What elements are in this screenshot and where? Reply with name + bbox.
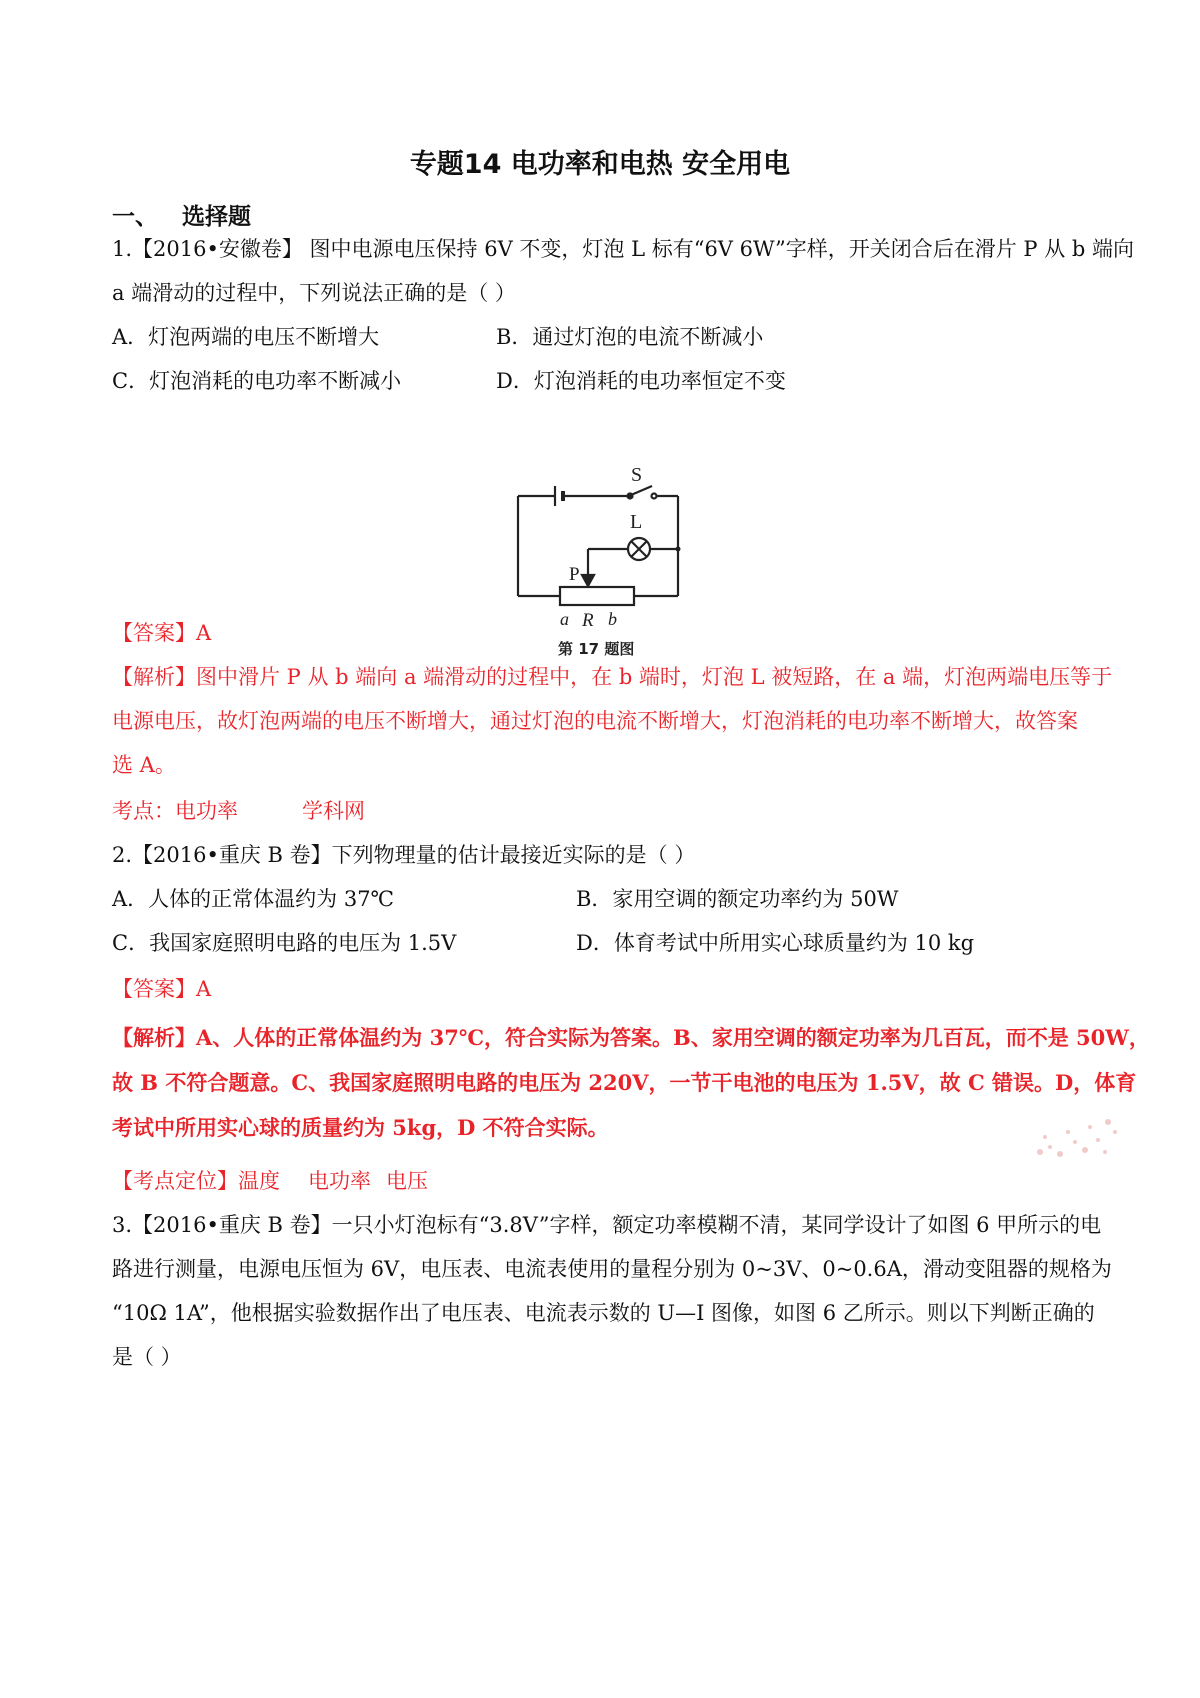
q2-option-c: C．我国家庭照明电路的电压为 1.5V — [112, 931, 457, 955]
q2-kaodian-item-1: 温度 — [238, 1169, 280, 1193]
circuit-diagram — [508, 456, 708, 656]
q1-option-a: A．灯泡两端的电压不断增大 — [112, 325, 380, 349]
switch-blade — [631, 486, 652, 495]
q1-stem-line-2: a 端滑动的过程中，下列说法正确的是（ ） — [112, 281, 516, 305]
q2-analysis-line-1: 【解析】A、人体的正常体温约为 37℃，符合实际为答案。B、家用空调的额定功率为几百瓦，而不是 50W， — [112, 1025, 1150, 1050]
resistor-body — [560, 587, 634, 605]
section-label: 选择题 — [182, 204, 251, 230]
slider-label: P — [569, 564, 580, 585]
section-number: 一、 — [112, 204, 158, 230]
q1-option-d: D．灯泡消耗的电功率恒定不变 — [496, 369, 786, 393]
q2-kaodian — [112, 1166, 428, 1196]
q2-option-a: A．人体的正常体温约为 37℃ — [112, 887, 395, 911]
section-heading — [112, 198, 251, 231]
switch-label: S — [631, 464, 643, 486]
q1-kaodian — [112, 796, 365, 826]
q2-kaodian-item-3: 电压 — [386, 1169, 428, 1193]
q1-analysis-line-2: 电源电压，故灯泡两端的电压不断增大，通过灯泡的电流不断增大，灯泡消耗的电功率不断增大，故答案 — [112, 709, 1078, 733]
page-title: 专题14 电功率和电热 安全用电 — [409, 149, 791, 180]
q3-stem-line-2: 路进行测量，电源电压恒为 6V，电压表、电流表使用的量程分别为 0~3V、0~0.6A，滑动变阻器的规格为 — [112, 1257, 1112, 1281]
junction-dot — [676, 547, 681, 552]
q2-option-b: B．家用空调的额定功率约为 50W — [576, 887, 899, 911]
end-b-label: b — [608, 609, 617, 629]
slider-arrow — [582, 575, 594, 586]
q1-option-b: B．通过灯泡的电流不断减小 — [496, 325, 764, 349]
q1-stem-line-1: 1.【2016•安徽卷】 图中电源电压保持 6V 不变，灯泡 L 标有“6V 6W”字样，开关闭合后在滑片 P 从 b 端向 — [112, 237, 1134, 261]
q3-stem-line-3: “10Ω 1A”，他根据实验数据作出了电压表、电流表示数的 U—I 图像，如图 6 乙所示。则以下判断正确的 — [112, 1301, 1095, 1325]
q2-answer: 【答案】A — [112, 977, 212, 1001]
lamp-label: L — [630, 511, 643, 533]
watermark-graphic — [1020, 1092, 1130, 1182]
q2-kaodian-tag: 【考点定位】 — [112, 1169, 238, 1193]
q1-analysis-line-1: 【解析】图中滑片 P 从 b 端向 a 端滑动的过程中，在 b 端时，灯泡 L 被短路，在 a 端，灯泡两端电压等于 — [112, 665, 1113, 689]
q2-kaodian-item-2: 电功率 — [308, 1169, 371, 1193]
q1-option-c: C．灯泡消耗的电功率不断减小 — [112, 369, 402, 393]
q3-stem-line-4: 是（ ） — [112, 1345, 182, 1369]
figure-caption: 第 17 题图 — [558, 640, 635, 656]
q3-stem-line-1: 3.【2016•重庆 B 卷】一只小灯泡标有“3.8V”字样，额定功率模糊不清，某同学设计了如图 6 甲所示的电 — [112, 1213, 1102, 1237]
q2-analysis-line-3: 考试中所用实心球的质量约为 5kg，D 不符合实际。 — [112, 1115, 609, 1140]
circuit-figure — [508, 456, 708, 656]
q2-analysis-line-2: 故 B 不符合题意。C、我国家庭照明电路的电压为 220V，一节干电池的电压为 1.5V，故 C 错误。D，体育 — [112, 1070, 1137, 1095]
resistor-label: R — [582, 610, 594, 631]
watermark-stamp — [1020, 1092, 1130, 1182]
q1-analysis-line-3: 选 A。 — [112, 753, 176, 777]
q2-stem: 2.【2016•重庆 B 卷】下列物理量的估计最接近实际的是（ ） — [112, 843, 696, 867]
q1-answer: 【答案】A — [112, 621, 212, 645]
q2-option-d: D．体育考试中所用实心球质量约为 10 kg — [576, 931, 975, 955]
end-a-label: a — [560, 609, 569, 629]
q1-kaodian-label: 考点：电功率 — [112, 799, 238, 823]
q1-kaodian-extra: 学科网 — [302, 799, 365, 823]
switch-contact-right — [652, 494, 657, 499]
